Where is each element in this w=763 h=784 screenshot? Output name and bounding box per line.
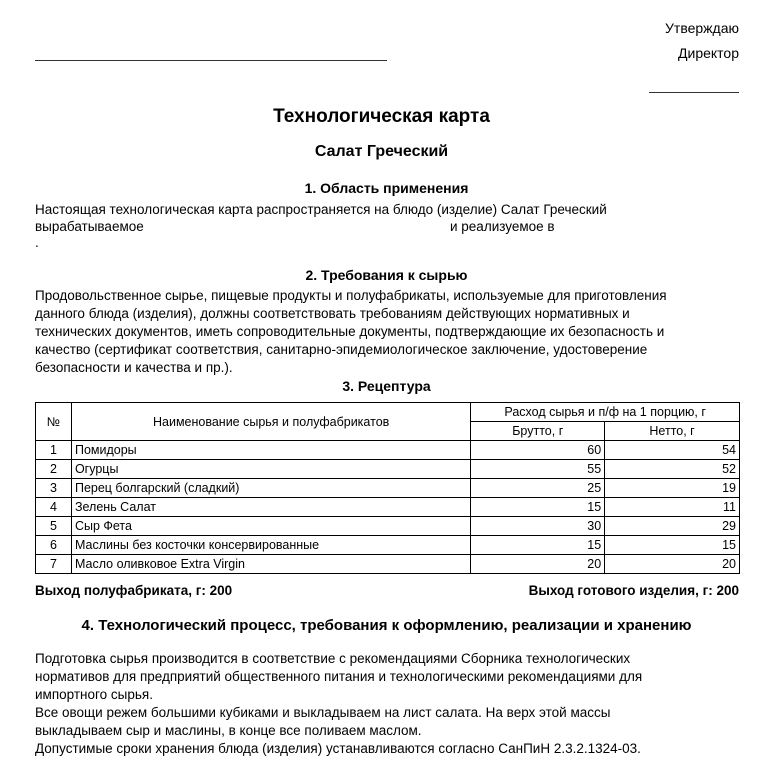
table-row xyxy=(36,479,740,498)
table-row xyxy=(36,555,740,574)
row-net: 29 xyxy=(605,517,740,536)
section4-line: импортного сырья. xyxy=(35,687,153,702)
row-name: Огурцы xyxy=(71,460,470,479)
section4-line: выкладываем сыр и маслины, в конце все поливаем маслом. xyxy=(35,723,422,738)
row-net: 54 xyxy=(605,441,740,460)
section4-line: Допустимые сроки хранения блюда (изделия) устанавливаются согласно СанПиН 2.3.2.1324-03. xyxy=(35,741,641,756)
section2-paragraph xyxy=(35,287,745,377)
row-num: 2 xyxy=(36,460,72,479)
row-gross: 15 xyxy=(471,498,605,517)
section4-line: Все овощи режем большими кубиками и выкладываем на лист салата. На верх этой массы xyxy=(35,705,611,720)
section4-heading: 4. Технологический процесс, требования к оформлению, реализации и хранению xyxy=(81,617,692,634)
section2-line: безопасности и качества и пр.). xyxy=(35,360,233,375)
row-net: 52 xyxy=(605,460,740,479)
section1-heading: 1. Область применения xyxy=(304,180,469,196)
table-row xyxy=(36,460,740,479)
section1-produced: вырабатываемое xyxy=(35,219,144,234)
dish-name: Салат Греческий xyxy=(314,143,449,160)
row-name: Сыр Фета xyxy=(71,517,470,536)
yield-finished: Выход готового изделия, г: 200 xyxy=(528,583,739,598)
approval-label: Утверждаю xyxy=(665,20,739,36)
row-gross: 15 xyxy=(471,536,605,555)
table-header-row xyxy=(36,403,740,422)
row-name: Масло оливковое Extra Virgin xyxy=(71,555,470,574)
row-name: Перец болгарский (сладкий) xyxy=(71,479,470,498)
row-name: Помидоры xyxy=(71,441,470,460)
row-num: 4 xyxy=(36,498,72,517)
row-net: 20 xyxy=(605,555,740,574)
section2-line: Продовольственное сырье, пищевые продукты и полуфабрикаты, используемые для приготовления xyxy=(35,288,667,303)
section2-line: качество (сертификат соответствия, санитарно-эпидемиологическое заключение, удостоверение xyxy=(35,342,648,357)
row-name: Маслины без косточки консервированные xyxy=(71,536,470,555)
row-net: 15 xyxy=(605,536,740,555)
row-num: 7 xyxy=(36,555,72,574)
row-num: 3 xyxy=(36,479,72,498)
section4-paragraph xyxy=(35,650,745,758)
row-net: 19 xyxy=(605,479,740,498)
recipe-table xyxy=(35,402,740,574)
yield-semi-finished: Выход полуфабриката, г: 200 xyxy=(35,583,233,598)
table-row xyxy=(36,498,740,517)
section2-line: технических документов, иметь сопроводительные документы, подтверждающие их безопасность и xyxy=(35,324,665,339)
approval-position: Директор xyxy=(678,45,739,61)
table-row xyxy=(36,536,740,555)
section1-line3: . xyxy=(35,235,39,250)
table-row xyxy=(36,517,740,536)
header-consumption: Расход сырья и п/ф на 1 порцию, г xyxy=(471,403,740,422)
row-net: 11 xyxy=(605,498,740,517)
row-name: Зелень Салат xyxy=(71,498,470,517)
document-title: Технологическая карта xyxy=(273,106,490,127)
header-net: Нетто, г xyxy=(605,422,740,441)
organization-blank-line xyxy=(35,60,387,61)
section4-line: нормативов для предприятий общественного питания и технологическими рекомендациями для xyxy=(35,669,643,684)
row-gross: 30 xyxy=(471,517,605,536)
section3-heading: 3. Рецептура xyxy=(342,378,431,394)
row-gross: 20 xyxy=(471,555,605,574)
row-num: 5 xyxy=(36,517,72,536)
row-gross: 60 xyxy=(471,441,605,460)
section1-line1: Настоящая технологическая карта распространяется на блюдо (изделие) Салат Греческий xyxy=(35,202,607,217)
signature-blank-line xyxy=(649,92,739,93)
header-gross: Брутто, г xyxy=(471,422,605,441)
table-row xyxy=(36,441,740,460)
header-name: Наименование сырья и полуфабрикатов xyxy=(71,403,470,441)
row-num: 1 xyxy=(36,441,72,460)
row-gross: 25 xyxy=(471,479,605,498)
row-gross: 55 xyxy=(471,460,605,479)
section1-sold: и реализуемое в xyxy=(450,219,555,234)
row-num: 6 xyxy=(36,536,72,555)
section2-line: данного блюда (изделия), должны соответствовать требованиям действующих нормативных и xyxy=(35,306,630,321)
section2-heading: 2. Требования к сырью xyxy=(305,267,468,283)
section4-line: Подготовка сырья производится в соответствие с рекомендациями Сборника технологических xyxy=(35,651,631,666)
header-num: № xyxy=(36,403,72,441)
